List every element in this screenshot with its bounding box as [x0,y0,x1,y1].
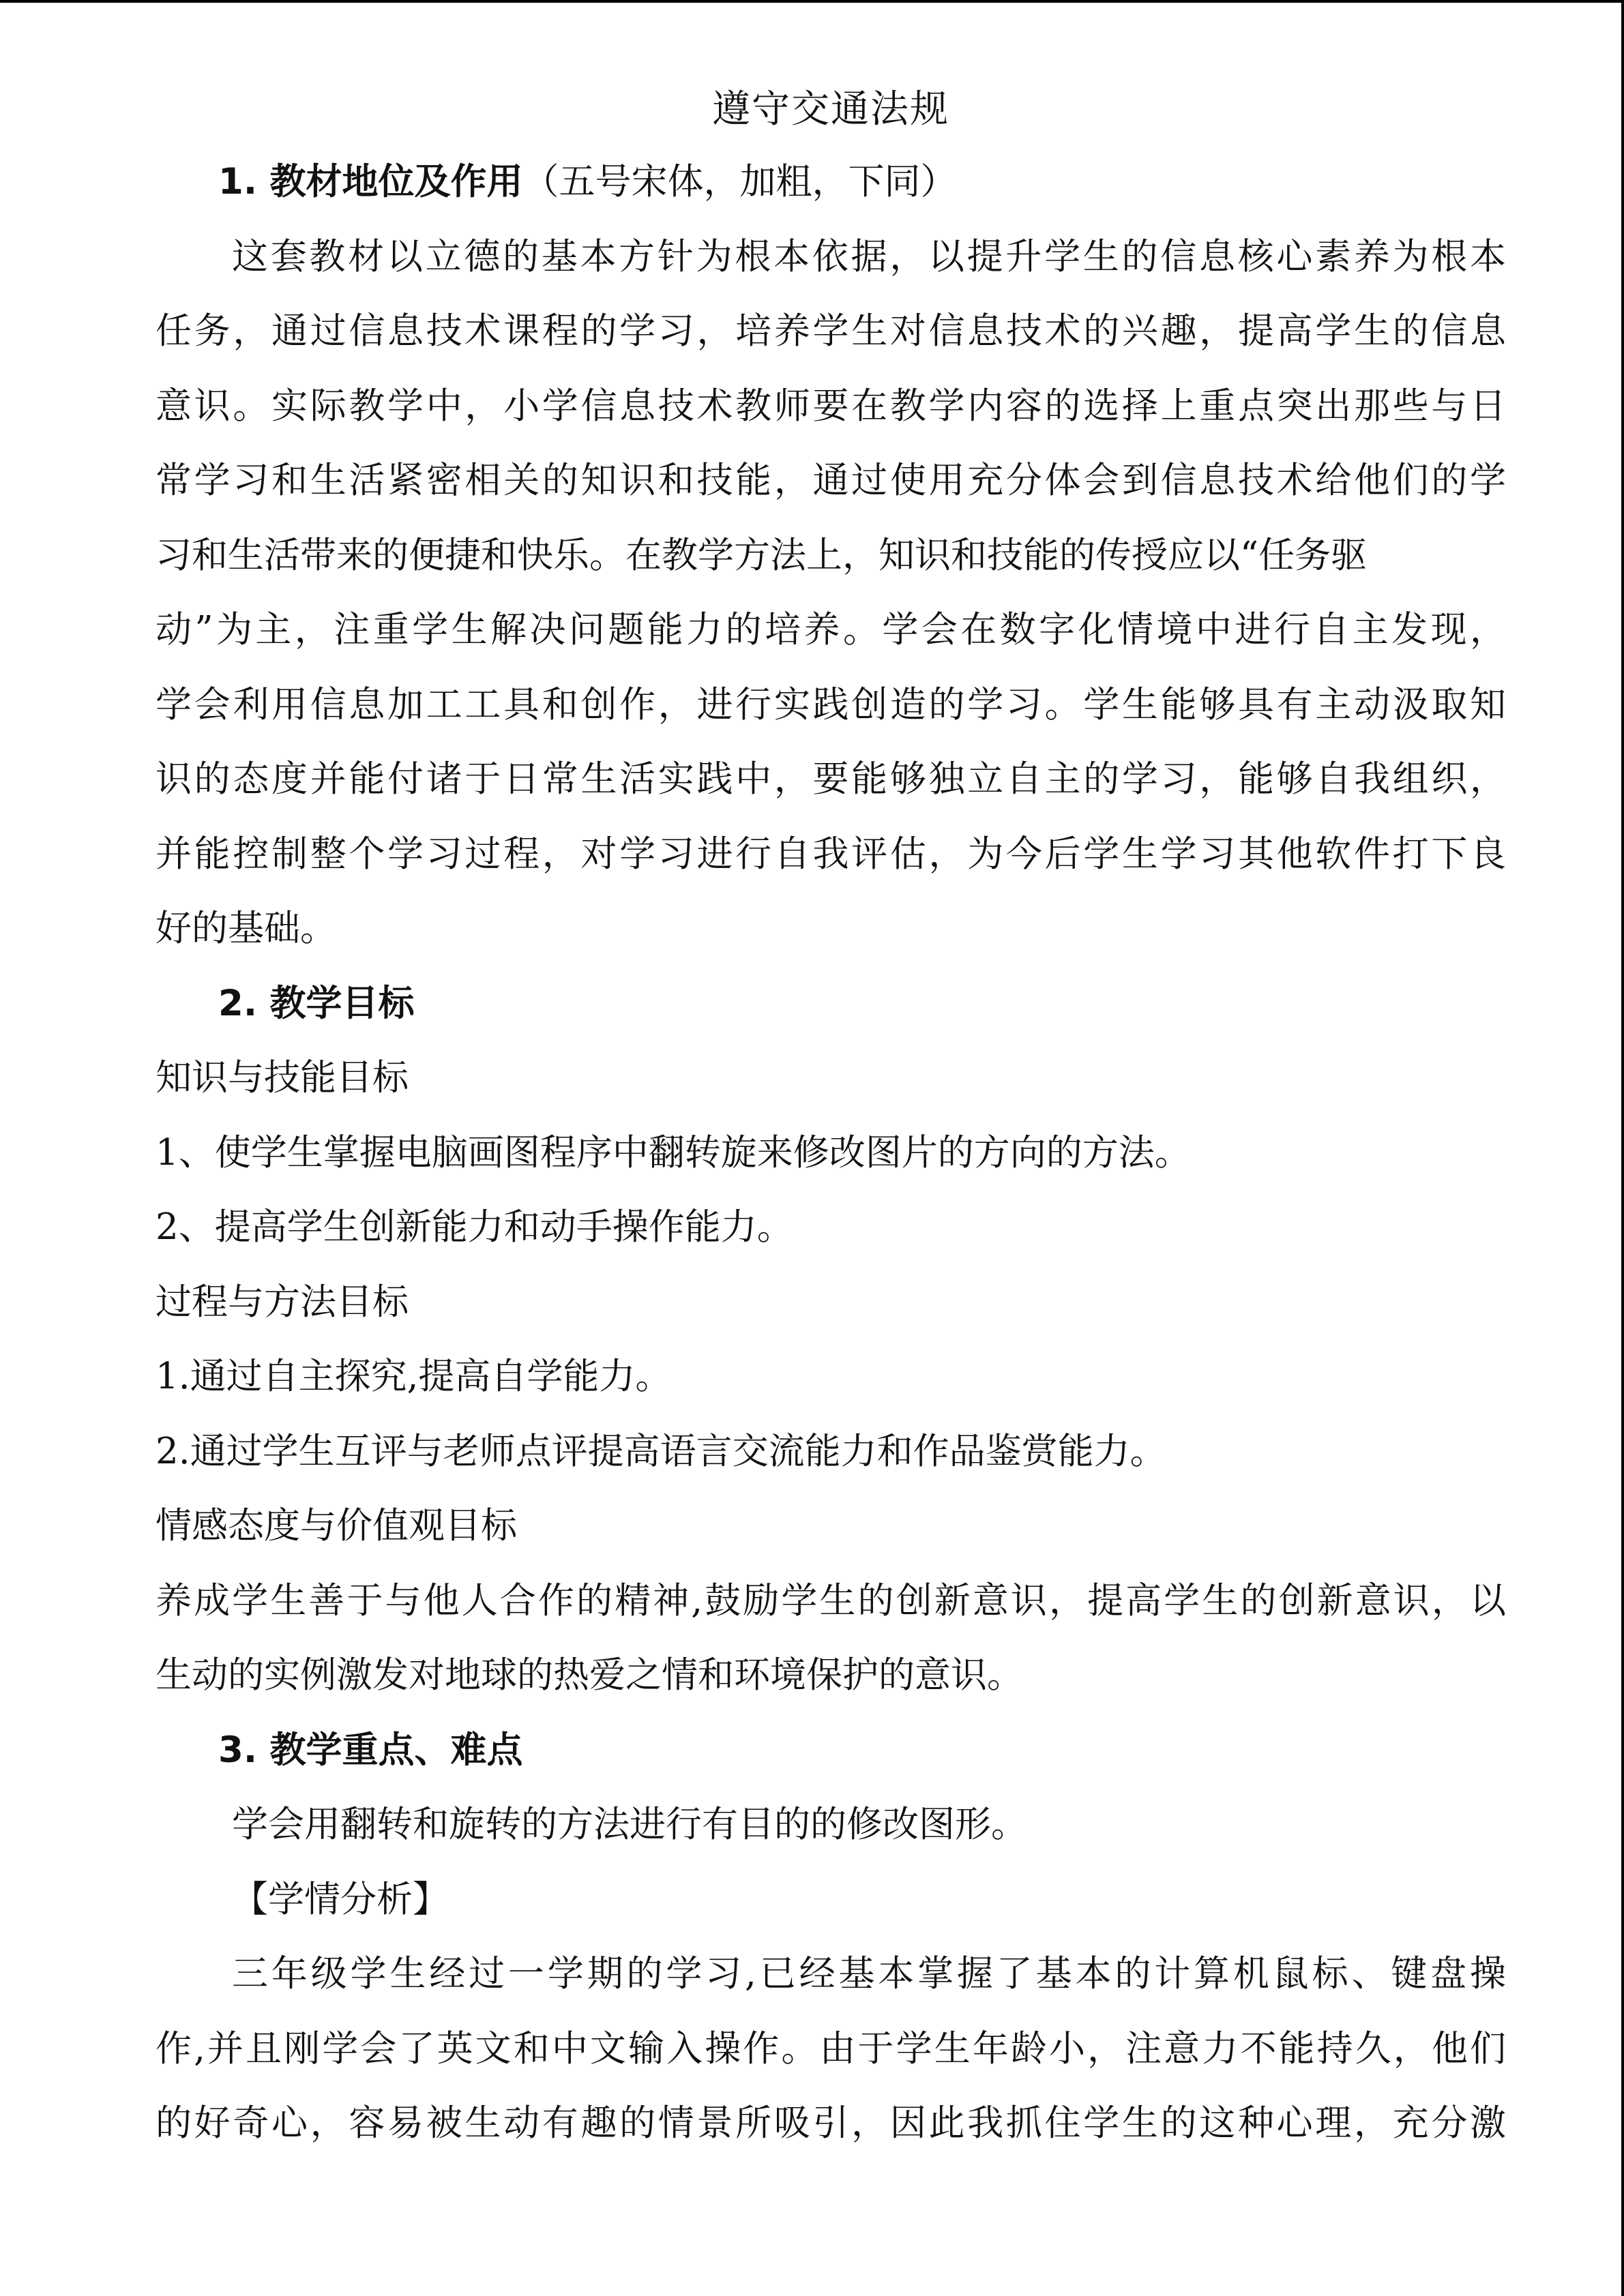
paragraph-line: 并能控制整个学习过程，对学习进行自我评估，为今后学生学习其他软件打下良 [156,833,1506,875]
paragraph-line: 养成学生善于与他人合作的精神,鼓励学生的创新意识，提高学生的创新意识，以 [156,1579,1506,1622]
paragraph-line: 学会利用信息加工工具和创作，进行实践创造的学习。学生能够具有主动汲取知 [156,683,1506,726]
document-content [156,79,1506,2161]
paragraph-line: 识的态度并能付诸于日常生活实践中，要能够独立自主的学习，能够自我组织， [156,758,1506,800]
paragraph-line: 的好奇心，容易被生动有趣的情景所吸引，因此我抓住学生的这种心理，充分激 [156,2102,1506,2144]
paragraph-line: 习和生活带来的便捷和快乐。在教学方法上，知识和技能的传授应以“任务驱 [156,534,1368,576]
section-heading-1 [156,145,1506,220]
key-point-line: 学会用翻转和旋转的方法进行有目的的修改图形。 [232,1804,1027,1845]
paragraph-line: 生动的实例激发对地球的热爱之情和环境保护的意识。 [156,1654,1023,1696]
paragraph-line: 任务，通过信息技术课程的学习，培养学生对信息技术的兴趣，提高学生的信息 [156,310,1506,352]
subheading-emotion: 情感态度与价值观目标 [156,1505,517,1547]
list-item: 2、提高学生创新能力和动手操作能力。 [156,1206,793,1248]
list-item: 1.通过自主探究,提高自学能力。 [156,1356,672,1397]
paragraph-line: 这套教材以立德的基本方针为根本依据，以提升学生的信息核心素养为根本 [232,235,1506,278]
list-item: 1、使学生掌握电脑画图程序中翻转旋来修改图片的方向的方法。 [156,1131,1191,1174]
section-heading-1-text: 1. 教材地位及作用 [218,161,523,203]
list-item: 2.通过学生互评与老师点评提高语言交流能力和作品鉴赏能力。 [156,1430,1166,1472]
paragraph-line: 作,并且刚学会了英文和中文输入操作。由于学生年龄小，注意力不能持久，他们 [156,2027,1506,2070]
section-heading-2: 2. 教学目标 [218,982,415,1024]
section-heading-1-note: （五号宋体，加粗，下同） [522,161,957,203]
paragraph-line: 动”为主，注重学生解决问题能力的培养。学会在数字化情境中进行自主发现， [156,609,1506,651]
paragraph-line: 意识。实际教学中，小学信息技术教师要在教学内容的选择上重点突出那些与日 [156,385,1506,427]
subheading-process: 过程与方法目标 [156,1281,409,1323]
analysis-heading: 【学情分析】 [232,1878,449,1920]
paragraph-line: 好的基础。 [156,908,336,949]
section-heading-3: 3. 教学重点、难点 [218,1729,523,1771]
document-title: 遵守交通法规 [712,87,949,132]
subheading-knowledge: 知识与技能目标 [156,1057,409,1099]
paragraph-line: 常学习和生活紧密相关的知识和技能，通过使用充分体会到信息技术给他们的学 [156,460,1506,501]
paragraph-line: 三年级学生经过一学期的学习,已经基本掌握了基本的计算机鼠标、键盘操 [232,1953,1506,1995]
